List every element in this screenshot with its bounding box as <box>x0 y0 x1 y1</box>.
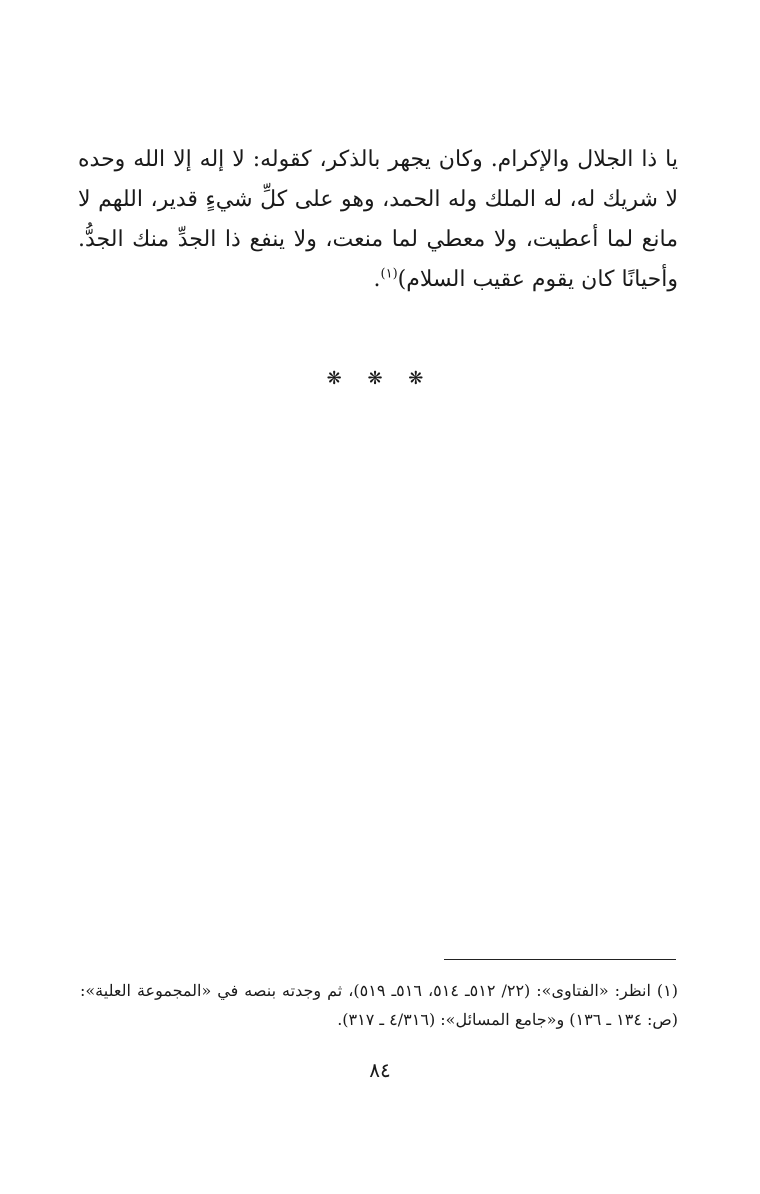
footnote-text: (١) انظر: «الفتاوى»: (٢٢/ ٥١٢ـ ٥١٤، ٥١٦ـ ٥١٩)، ثم وجدته بنصه في «المجموعة العلية»: (ص: ١٣٤ ـ ١٣٦) و«جامع المسائل»: (٤/٣١٦ ـ ٣١٧). <box>80 981 679 1029</box>
body-paragraph-text: يا ذا الجلال والإكرام. وكان يجهر بالذكر، كقوله: لا إله إلا الله وحده لا شريك له، له الملك وله الحمد، وهو على كلِّ شيءٍ قدير، اللهم لا مانع لما أعطيت، ولا معطي لما منعت، ولا ينفع ذا الجدِّ منك الجدُّ. وأحيانًا كان يقوم عقيب السلام) <box>78 147 678 292</box>
main-text-block <box>78 140 678 300</box>
body-end-punctuation: . <box>373 267 381 292</box>
body-paragraph <box>78 140 678 300</box>
footnote-divider <box>444 959 676 960</box>
section-separator: ❋ ❋ ❋ <box>326 368 434 389</box>
footnote-block <box>80 976 678 1034</box>
footnote-reference: (١) <box>380 266 398 282</box>
page-number: ٨٤ <box>369 1058 391 1082</box>
